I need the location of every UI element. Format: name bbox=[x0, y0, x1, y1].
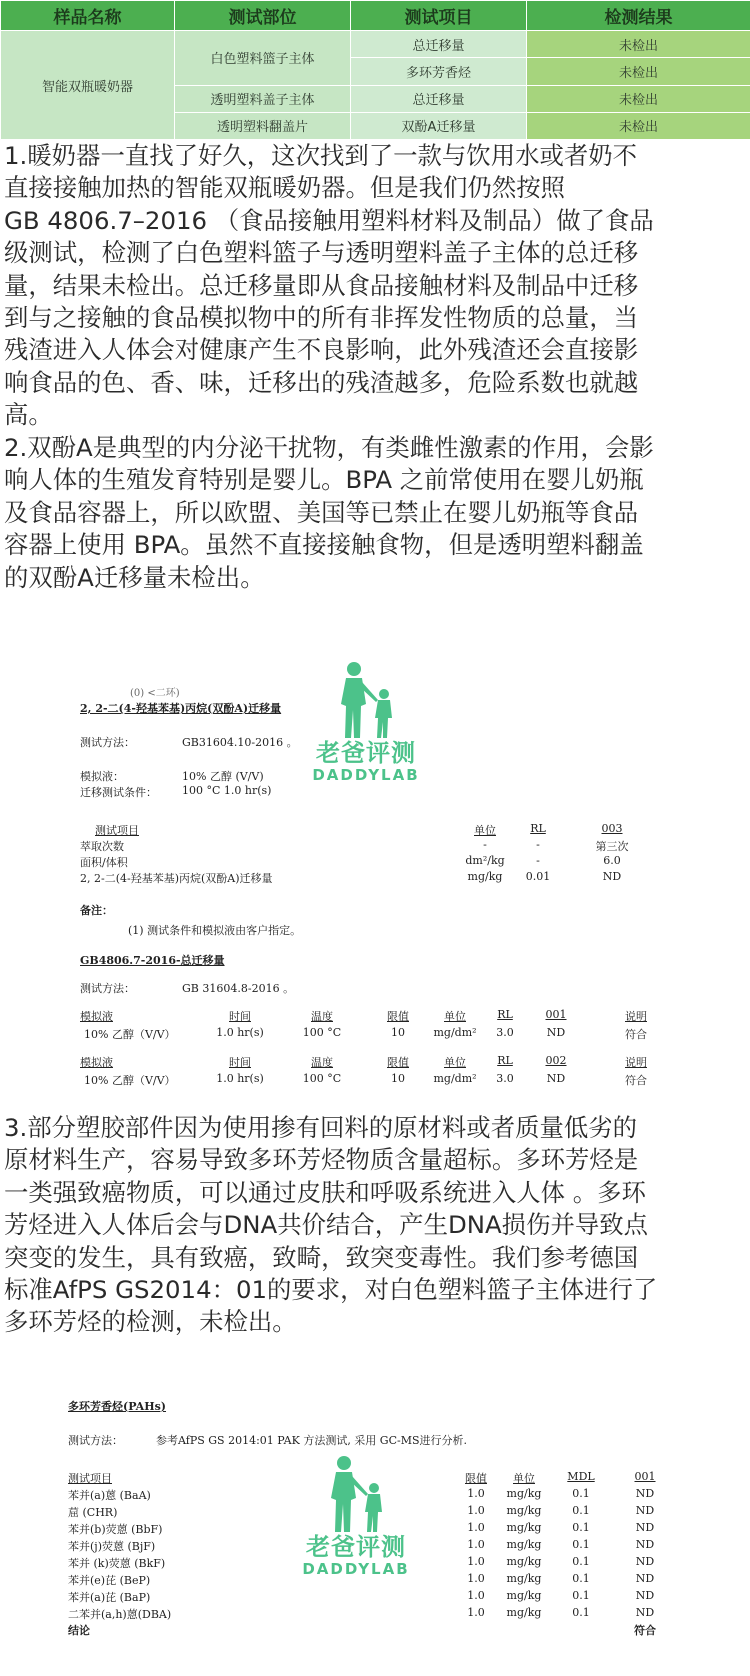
pah-result: ND bbox=[635, 1487, 655, 1500]
paragraph-line: 及食品容器上，所以欧盟、美国等已禁止在婴儿奶瓶等食品 bbox=[4, 497, 639, 527]
paragraph-line: 响食品的色、香、味，迁移出的残渣越多，危险系数也就越 bbox=[4, 367, 639, 397]
col-header-rl: RL bbox=[530, 822, 546, 835]
pah-compound: 苯并(j)荧蒽 (BjF) bbox=[68, 1540, 156, 1553]
watermark-en: DADDYLAB bbox=[302, 1560, 410, 1578]
paragraph-line: 3.部分塑胶部件因为使用掺有回料的原材料或者质量低劣的 bbox=[4, 1113, 638, 1142]
item-cell: 总迁移量 bbox=[351, 85, 527, 112]
cell: 3.0 bbox=[496, 1072, 514, 1085]
pah-result: ND bbox=[635, 1572, 655, 1585]
cell: 符合 bbox=[625, 1074, 647, 1087]
pah-limit: 1.0 bbox=[467, 1538, 485, 1551]
cell: 100 °C bbox=[302, 1026, 342, 1039]
paragraph-line: 量，结果未检出。总迁移量即从食品接触材料及制品中迁移 bbox=[4, 270, 639, 300]
cell: 1.0 hr(s) bbox=[216, 1072, 264, 1085]
paragraph-line: 容器上使用 BPA。虽然不直接接触食物，但是透明塑料翻盖 bbox=[4, 530, 644, 560]
cell: 1.0 hr(s) bbox=[216, 1026, 264, 1039]
pah-limit: 1.0 bbox=[467, 1572, 485, 1585]
row-value: 第三次 bbox=[595, 840, 629, 853]
parent-child-silhouette-icon bbox=[326, 660, 406, 740]
pah-compound: 苯并(a)芘 (BaP) bbox=[68, 1591, 151, 1604]
method-value: 参考AfPS GS 2014:01 PAK 方法测试, 采用 GC-MS进行分析. bbox=[156, 1434, 468, 1447]
pah-unit: mg/kg bbox=[506, 1521, 542, 1534]
pah-unit: mg/kg bbox=[506, 1504, 542, 1517]
pah-compound: 苯并(e)芘 (BeP) bbox=[68, 1574, 151, 1587]
note-text: (1) 测试条件和模拟液由客户指定。 bbox=[128, 924, 302, 937]
pah-result: ND bbox=[635, 1521, 655, 1534]
report-excerpt-pahs bbox=[0, 1392, 750, 1676]
report-section-title: 多环芳香烃(PAHs) bbox=[68, 1400, 167, 1413]
part-cell: 透明塑料盖子主体 bbox=[175, 85, 351, 112]
report-section-title: 2, 2-二(4-羟基苯基)丙烷(双酚A)迁移量 bbox=[80, 702, 282, 715]
item-cell: 双酚A迁移量 bbox=[351, 112, 527, 139]
report-section-title: GB4806.7-2016-总迁移量 bbox=[80, 954, 225, 967]
paragraph-line: 到与之接触的食品模拟物中的所有非挥发性物质的总量，当 bbox=[4, 303, 639, 333]
col-header-test-item: 测试项目 bbox=[95, 824, 139, 837]
pah-compound: 苯并(b)荧蒽 (BbF) bbox=[68, 1523, 163, 1536]
condition-value: 100 °C 1.0 hr(s) bbox=[182, 784, 272, 797]
col-header: 限值 bbox=[387, 1056, 409, 1069]
pah-limit: 1.0 bbox=[467, 1487, 485, 1500]
row-unit: - bbox=[483, 838, 487, 851]
row-value: ND bbox=[602, 870, 622, 883]
paragraph-line: 高。 bbox=[4, 400, 53, 430]
paragraph-line: 的双酚A迁移量未检出。 bbox=[4, 562, 265, 592]
row-label: 面积/体积 bbox=[80, 856, 128, 869]
pah-limit: 1.0 bbox=[467, 1521, 485, 1534]
conclusion-label: 结论 bbox=[68, 1624, 90, 1637]
pah-unit: mg/kg bbox=[506, 1487, 542, 1500]
paragraph-line: 芳烃进入人体后会与DNA共价结合，产生DNA损伤并导致点 bbox=[4, 1210, 649, 1240]
row-unit: mg/kg bbox=[467, 870, 503, 883]
pah-mdl: 0.1 bbox=[572, 1606, 590, 1619]
report-excerpt-bpa bbox=[0, 690, 750, 1090]
cell: 10% 乙醇（V/V） bbox=[84, 1074, 176, 1087]
pah-result: ND bbox=[635, 1606, 655, 1619]
cell: mg/dm² bbox=[433, 1026, 477, 1039]
paragraph-line: 直接接触加热的智能双瓶暖奶器。但是我们仍然按照 bbox=[4, 173, 565, 203]
col-header-sample: 001 bbox=[634, 1470, 656, 1483]
pah-mdl: 0.1 bbox=[572, 1572, 590, 1585]
col-header: 限值 bbox=[387, 1010, 409, 1023]
watermark-cn: 老爸评测 bbox=[316, 739, 416, 767]
row-rl: - bbox=[536, 854, 540, 867]
result-cell: 未检出 bbox=[527, 85, 750, 112]
paragraph-line: 一类强致癌物质，可以通过皮肤和呼吸系统进入人体 。多环 bbox=[4, 1177, 646, 1207]
simulant-label: 模拟液： bbox=[80, 770, 124, 783]
col-header: RL bbox=[497, 1008, 513, 1021]
part-cell: 透明塑料翻盖片 bbox=[175, 112, 351, 139]
daddylab-watermark bbox=[306, 660, 426, 784]
col-header: 时间 bbox=[229, 1056, 251, 1069]
pah-unit: mg/kg bbox=[506, 1538, 542, 1551]
pah-result: ND bbox=[635, 1555, 655, 1568]
pah-result: ND bbox=[635, 1538, 655, 1551]
cell: 符合 bbox=[625, 1028, 647, 1041]
method-value: GB31604.10-2016 。 bbox=[182, 736, 298, 749]
col-header: 单位 bbox=[444, 1010, 466, 1023]
col-header: 说明 bbox=[625, 1010, 647, 1023]
pah-unit: mg/kg bbox=[506, 1555, 542, 1568]
item-cell: 多环芳香烃 bbox=[351, 58, 527, 85]
paragraph-line: 突变的发生，具有致癌，致畸，致突变毒性。我们参考德国 bbox=[4, 1242, 639, 1272]
pah-mdl: 0.1 bbox=[572, 1521, 590, 1534]
result-cell: 未检出 bbox=[527, 112, 750, 139]
paragraph-line: 原材料生产，容易导致多环芳烃物质含量超标。多环芳烃是 bbox=[4, 1145, 639, 1175]
parent-child-silhouette-icon bbox=[316, 1454, 396, 1534]
simulant-value: 10% 乙醇 (V/V) bbox=[182, 770, 264, 783]
pah-compound: 䓛 (CHR) bbox=[68, 1506, 118, 1519]
col-header: 单位 bbox=[444, 1056, 466, 1069]
note-label: 备注： bbox=[80, 904, 113, 917]
row-label: 2, 2-二(4-羟基苯基)丙烷(双酚A)迁移量 bbox=[80, 872, 273, 885]
col-header-mdl: MDL bbox=[567, 1470, 595, 1483]
pah-result: ND bbox=[635, 1504, 655, 1517]
col-header: RL bbox=[497, 1054, 513, 1067]
paragraph-total-migration bbox=[4, 140, 746, 432]
pah-limit: 1.0 bbox=[467, 1555, 485, 1568]
row-rl: - bbox=[536, 838, 540, 851]
paragraph-line: 标准AfPS GS2014：01的要求，对白色塑料篮子主体进行了 bbox=[4, 1275, 658, 1305]
part-cell: 白色塑料篮子主体 bbox=[175, 31, 351, 86]
summary-header-row bbox=[1, 1, 750, 31]
cell: 100 °C bbox=[302, 1072, 342, 1085]
cell: ND bbox=[546, 1072, 566, 1085]
watermark-en: DADDYLAB bbox=[312, 766, 420, 784]
paragraph-line: 2.双酚A是典型的内分泌干扰物，有类雌性激素的作用，会影 bbox=[4, 433, 654, 462]
conclusion-value: 符合 bbox=[634, 1624, 656, 1637]
item-cell: 总迁移量 bbox=[351, 31, 527, 58]
col-header: 时间 bbox=[229, 1010, 251, 1023]
pah-unit: mg/kg bbox=[506, 1606, 542, 1619]
paragraph-line: 级测试，检测了白色塑料篮子与透明塑料盖子主体的总迁移 bbox=[4, 238, 639, 268]
col-header: 002 bbox=[545, 1054, 567, 1067]
pah-unit: mg/kg bbox=[506, 1572, 542, 1585]
pah-compound: 苯并(a)蒽 (BaA) bbox=[68, 1489, 151, 1502]
pah-compound: 苯并 (k)荧蒽 (BkF) bbox=[68, 1557, 166, 1570]
pah-unit: mg/kg bbox=[506, 1589, 542, 1602]
pah-mdl: 0.1 bbox=[572, 1504, 590, 1517]
result-cell: 未检出 bbox=[527, 58, 750, 85]
col-header-unit: 单位 bbox=[513, 1472, 535, 1485]
pah-limit: 1.0 bbox=[467, 1589, 485, 1602]
pah-limit: 1.0 bbox=[467, 1504, 485, 1517]
paragraph-bisphenol-a bbox=[4, 432, 746, 594]
cell: ND bbox=[546, 1026, 566, 1039]
condition-label: 迁移测试条件： bbox=[80, 786, 157, 799]
header-result: 检测结果 bbox=[527, 1, 750, 31]
summary-table bbox=[0, 0, 750, 140]
cell: mg/dm² bbox=[433, 1072, 477, 1085]
paragraph-line: GB 4806.7–2016 （食品接触用塑料材料及制品）做了食品 bbox=[4, 205, 654, 235]
col-header: 温度 bbox=[311, 1010, 333, 1023]
col-header: 说明 bbox=[625, 1056, 647, 1069]
col-header: 模拟液 bbox=[80, 1056, 113, 1069]
cell: 10 bbox=[391, 1072, 405, 1085]
method-label: 测试方法： bbox=[80, 736, 135, 749]
pah-mdl: 0.1 bbox=[572, 1538, 590, 1551]
pah-compound: 二苯并(a,h)蒽(DBA) bbox=[68, 1608, 172, 1621]
cell: 10 bbox=[391, 1026, 405, 1039]
col-header: 001 bbox=[545, 1008, 567, 1021]
pah-limit: 1.0 bbox=[467, 1606, 485, 1619]
paragraph-line: 残渣进入人体会对健康产生不良影响，此外残渣还会直接影 bbox=[4, 335, 639, 365]
row-value: 6.0 bbox=[603, 854, 621, 867]
row-label: 萃取次数 bbox=[80, 840, 124, 853]
cell: 10% 乙醇（V/V） bbox=[84, 1028, 176, 1041]
paragraph-line: 多环芳烃的检测，未检出。 bbox=[4, 1307, 297, 1337]
paragraph-pah bbox=[4, 1112, 746, 1339]
cut-off-line: (0) <二环) bbox=[130, 688, 180, 699]
col-header: 模拟液 bbox=[80, 1010, 113, 1023]
paragraph-line: 响人体的生殖发育特别是婴儿。BPA 之前常使用在婴儿奶瓶 bbox=[4, 465, 644, 495]
header-sample-name: 样品名称 bbox=[1, 1, 175, 31]
pah-result: ND bbox=[635, 1589, 655, 1602]
method-value: GB 31604.8-2016 。 bbox=[182, 982, 295, 995]
header-test-item: 测试项目 bbox=[351, 1, 527, 31]
col-header-unit: 单位 bbox=[474, 824, 496, 837]
pah-mdl: 0.1 bbox=[572, 1555, 590, 1568]
watermark-cn: 老爸评测 bbox=[306, 1533, 406, 1561]
row-unit: dm²/kg bbox=[465, 854, 505, 867]
col-header-limit: 限值 bbox=[465, 1472, 487, 1485]
summary-row bbox=[1, 31, 750, 58]
pah-mdl: 0.1 bbox=[572, 1589, 590, 1602]
method-label: 测试方法： bbox=[80, 982, 135, 995]
header-test-part: 测试部位 bbox=[175, 1, 351, 31]
col-header: 温度 bbox=[311, 1056, 333, 1069]
sample-name-cell: 智能双瓶暖奶器 bbox=[1, 31, 175, 140]
daddylab-watermark bbox=[296, 1454, 416, 1578]
col-header-test-item: 测试项目 bbox=[68, 1472, 112, 1485]
cell: 3.0 bbox=[496, 1026, 514, 1039]
result-cell: 未检出 bbox=[527, 31, 750, 58]
pah-mdl: 0.1 bbox=[572, 1487, 590, 1500]
row-rl: 0.01 bbox=[525, 870, 551, 883]
paragraph-line: 1.暖奶器一直找了好久，这次找到了一款与饮用水或者奶不 bbox=[4, 141, 638, 170]
col-header-sample: 003 bbox=[601, 822, 623, 835]
method-label: 测试方法： bbox=[68, 1434, 123, 1447]
